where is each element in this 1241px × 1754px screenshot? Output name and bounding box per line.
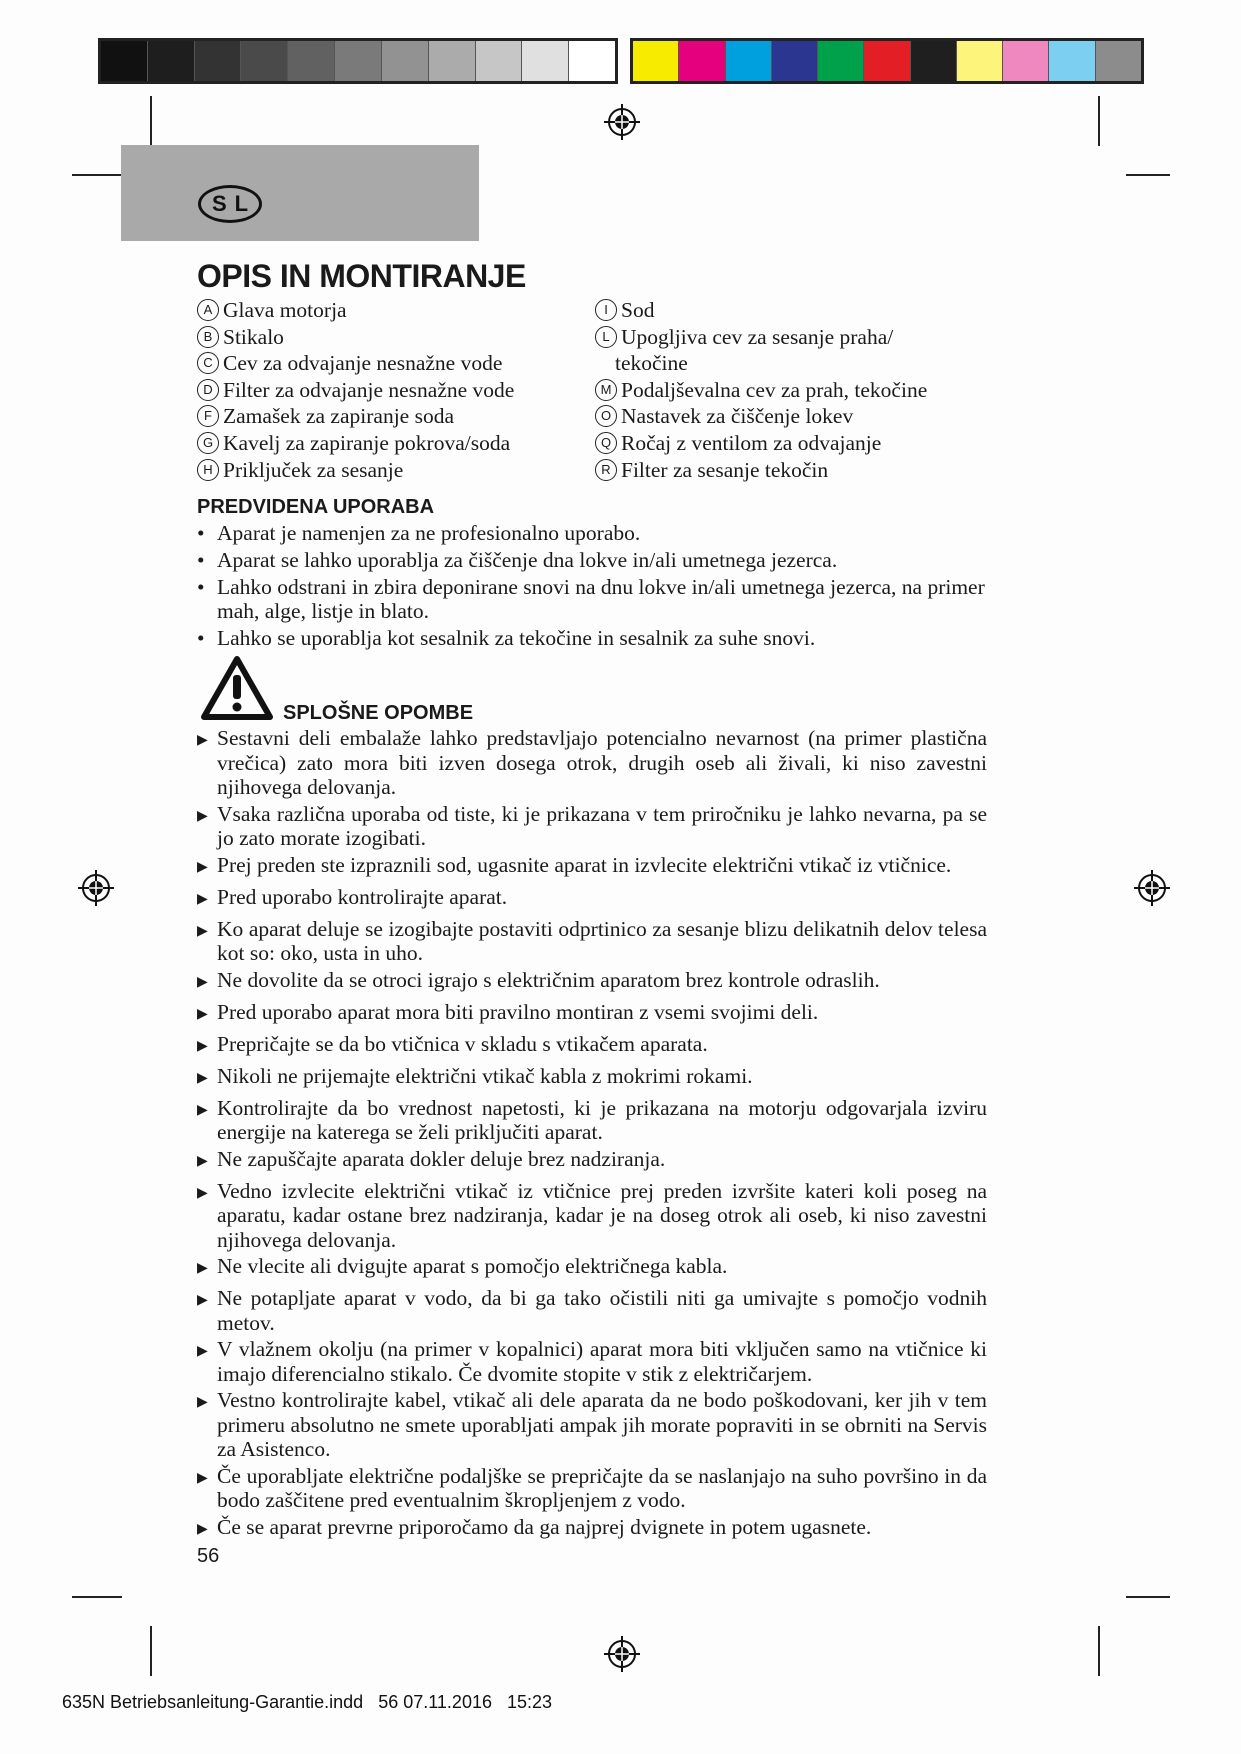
color-swatch — [678, 41, 724, 81]
triangle-bullet-icon: ▶ — [197, 733, 208, 748]
list-item-text: Aparat se lahko uporablja za čiščenje dna lokve in/ali umetnega jezerca. — [217, 548, 838, 572]
warning-triangle-icon — [200, 655, 274, 721]
parts-list-right — [595, 297, 1015, 483]
list-item-text: Ne potapljate aparat v vodo, da bi ga tako očistili niti ga umivajte s pomočjo vodnih metov. — [217, 1286, 987, 1335]
part-letter-icon: O — [595, 405, 617, 427]
part-label: Kavelj za zapiranje pokrova/soda — [223, 430, 511, 455]
color-swatch — [101, 41, 147, 81]
list-item — [197, 1464, 987, 1513]
triangle-bullet-icon: ▶ — [197, 859, 208, 875]
crop-mark — [1126, 174, 1170, 176]
part-label-continued: tekočine — [615, 351, 688, 376]
crop-mark — [1126, 1596, 1170, 1598]
bullet-icon: • — [197, 521, 205, 545]
triangle-bullet-icon: ▶ — [197, 923, 208, 939]
list-item — [197, 1096, 987, 1145]
color-swatch — [287, 41, 334, 81]
parts-list-left — [197, 297, 587, 483]
list-item-text: Lahko odstrani in zbira deponirane snovi na dnu lokve in/ali umetnega jezerca, na primer mah, alge, listje in blato. — [217, 575, 985, 623]
list-item-text: Vedno izvlecite električni vtikač iz vtičnice prej preden izvršite kateri koli poseg na aparatu, kadar ostane brez nadziranja, kadar je na doseg otrok ali oseb, ki niso zavestni njihovega delovanja. — [217, 1178, 987, 1252]
crop-mark — [1098, 1626, 1100, 1676]
list-item-text: Prepričajte se da bo vtičnica v skladu s vtikačem aparata. — [217, 1031, 708, 1056]
color-swatch — [817, 41, 863, 81]
list-item-text: Pred uporabo aparat mora biti pravilno montiran z vsemi svojimi deli. — [217, 999, 819, 1024]
color-calibration-strip — [630, 38, 1144, 84]
part-item — [197, 377, 587, 404]
list-item — [197, 626, 987, 650]
part-label: Zamašek za zapiranje soda — [223, 404, 454, 429]
crop-mark — [1098, 96, 1100, 146]
color-swatch — [1002, 41, 1048, 81]
list-item-text: Če se aparat prevrne priporočamo da ga najprej dvignete in potem ugasnete. — [217, 1514, 872, 1539]
triangle-bullet-icon: ▶ — [197, 808, 208, 824]
list-item — [197, 1179, 987, 1253]
list-item — [197, 1515, 987, 1545]
list-item-text: Aparat je namenjen za ne profesionalno uporabo. — [217, 521, 641, 545]
part-label: Glava motorja — [223, 298, 347, 322]
list-item — [197, 548, 987, 572]
triangle-bullet-icon: ▶ — [197, 1395, 208, 1410]
language-tab — [121, 145, 479, 241]
list-item-text: Nikoli ne prijemajte električni vtikač kabla z mokrimi rokami. — [217, 1063, 753, 1088]
registration-mark-icon — [604, 1636, 640, 1672]
color-swatch — [956, 41, 1002, 81]
list-item — [197, 1337, 987, 1386]
bullet-icon: • — [197, 548, 205, 572]
list-item — [197, 1286, 987, 1335]
list-item-text: V vlažnem okolju (na primer v kopalnici) aparat mora biti vključen samo na vtičnice ki imajo diferencialno stikalo. Če dvomite stopite v stik z električarjem. — [217, 1337, 987, 1386]
list-item — [197, 802, 987, 851]
part-label: Nastavek za čiščenje lokev — [621, 404, 854, 429]
list-item-text: Lahko se uporablja kot sesalnik za tekočine in sesalnik za suhe snovi. — [217, 626, 816, 650]
list-item — [197, 853, 987, 883]
color-swatch — [521, 41, 568, 81]
part-letter-icon: H — [197, 459, 219, 481]
triangle-bullet-icon: ▶ — [197, 1006, 208, 1022]
triangle-bullet-icon: ▶ — [197, 1344, 208, 1359]
part-letter-icon: R — [595, 459, 617, 481]
part-letter-icon: A — [197, 299, 219, 321]
color-swatch — [428, 41, 475, 81]
color-swatch — [568, 41, 615, 81]
list-item-text: Kontrolirajte da bo vrednost napetosti, ki je prikazana na motorju odgovarjala izviru energije na katerega se želi priključiti aparat. — [217, 1095, 987, 1144]
part-item — [197, 297, 587, 324]
part-label: Sod — [621, 298, 655, 322]
part-letter-icon: B — [197, 326, 219, 348]
triangle-bullet-icon: ▶ — [197, 1038, 208, 1054]
language-badge: SL — [198, 185, 262, 223]
grayscale-calibration-strip — [98, 38, 618, 84]
color-swatch — [633, 41, 678, 81]
list-item-text: Prej preden ste izpraznili sod, ugasnite aparat in izvlecite električni vtikač iz vtičnice. — [217, 852, 952, 877]
list-item-text: Pred uporabo kontrolirajte aparat. — [217, 884, 508, 909]
crop-mark — [72, 1596, 122, 1598]
part-item — [197, 324, 587, 351]
list-item-text: Če uporabljate električne podaljške se prepričajte da se naslanjajo na suho površino in da bodo zaščitene pred eventualnim škropljenjem z vodo. — [217, 1463, 987, 1512]
page-title: OPIS IN MONTIRANJE — [197, 258, 526, 294]
crop-mark — [150, 96, 152, 146]
list-item-text: Ne zapuščajte aparata dokler deluje brez nadziranja. — [217, 1146, 666, 1171]
color-swatch — [1095, 41, 1141, 81]
part-label: Ročaj z ventilom za odvajanje — [621, 430, 882, 455]
part-item — [595, 377, 1015, 404]
triangle-bullet-icon: ▶ — [197, 1070, 208, 1086]
print-footer: 635N Betriebsanleitung-Garantie.indd 56 07.11.2016 15:23 — [62, 1692, 553, 1712]
registration-mark-icon — [78, 870, 114, 906]
part-letter-icon: F — [197, 405, 219, 427]
part-letter-icon: Q — [595, 432, 617, 454]
part-label: Filter za sesanje tekočin — [621, 457, 829, 482]
part-label: Priključek za sesanje — [223, 457, 404, 482]
list-item — [197, 968, 987, 998]
list-item — [197, 575, 987, 623]
list-item — [197, 1032, 987, 1062]
color-swatch — [194, 41, 241, 81]
color-swatch — [381, 41, 428, 81]
part-label: Upogljiva cev za sesanje praha/ — [621, 324, 894, 349]
bullet-icon: • — [197, 626, 205, 650]
color-swatch — [1048, 41, 1094, 81]
color-swatch — [334, 41, 381, 81]
registration-mark-icon — [604, 104, 640, 140]
triangle-bullet-icon: ▶ — [197, 1261, 208, 1276]
part-item — [595, 403, 1015, 430]
intended-use-heading: PREDVIDENA UPORABA — [197, 496, 435, 518]
color-swatch — [910, 41, 956, 81]
triangle-bullet-icon: ▶ — [197, 1521, 208, 1537]
part-letter-icon: D — [197, 379, 219, 401]
list-item-text: Ko aparat deluje se izogibajte postaviti odprtinico za sesanje blizu delikatnih delov telesa kot so: oko, usta in uho. — [217, 916, 987, 965]
list-item-text: Ne dovolite da se otroci igrajo s električnim aparatom brez kontrole odraslih. — [217, 967, 880, 992]
triangle-bullet-icon: ▶ — [197, 1293, 208, 1308]
part-letter-icon: L — [595, 326, 617, 348]
part-letter-icon: C — [197, 352, 219, 374]
list-item — [197, 885, 987, 915]
page-number: 56 — [197, 1545, 220, 1567]
part-item — [197, 457, 587, 484]
part-letter-icon: M — [595, 379, 617, 401]
list-item-text: Vsaka različna uporaba od tiste, ki je prikazana v tem priročniku je lahko nevarna, pa se jo zato morate izogibati. — [217, 801, 987, 850]
part-label: Cev za odvajanje nesnažne vode — [223, 351, 503, 376]
list-item — [197, 917, 987, 966]
general-notes-heading: SPLOŠNE OPOMBE — [283, 702, 474, 724]
list-item-text: Sestavni deli embalaže lahko predstavljajo potencialno nevarnost (na primer plastična vrečica) zato mora biti izven dosega otrok, drugih oseb ali živali, ki niso zavestni njihovega delovanja. — [217, 726, 987, 799]
list-item — [197, 1147, 987, 1177]
list-item-text: Ne vlecite ali dvigujte aparat s pomočjo električnega kabla. — [217, 1254, 728, 1278]
color-swatch — [863, 41, 909, 81]
color-swatch — [147, 41, 194, 81]
bullet-icon: • — [197, 575, 205, 599]
part-letter-icon: G — [197, 432, 219, 454]
list-item — [197, 1388, 987, 1462]
list-item-text: Vestno kontrolirajte kabel, vtikač ali dele aparata da ne bodo poškodovani, ker jih v tem primeru absolutno ne smete uporabljati ampak jih morate popraviti in se obrniti na Servis za Asistenco. — [217, 1388, 987, 1461]
triangle-bullet-icon: ▶ — [197, 891, 208, 907]
part-item — [197, 430, 587, 457]
list-item — [197, 1064, 987, 1094]
list-item — [197, 1254, 987, 1284]
color-swatch — [475, 41, 522, 81]
part-item — [595, 457, 1015, 484]
part-item — [197, 350, 587, 377]
triangle-bullet-icon: ▶ — [197, 1470, 208, 1486]
crop-mark — [150, 1626, 152, 1676]
triangle-bullet-icon: ▶ — [197, 1185, 208, 1201]
part-letter-icon: I — [595, 299, 617, 321]
color-swatch — [725, 41, 771, 81]
list-item — [197, 521, 987, 545]
list-item — [197, 1000, 987, 1030]
triangle-bullet-icon: ▶ — [197, 974, 208, 990]
part-label: Stikalo — [223, 324, 284, 349]
triangle-bullet-icon: ▶ — [197, 1153, 208, 1169]
part-label: Filter za odvajanje nesnažne vode — [223, 377, 515, 402]
list-item — [197, 726, 987, 800]
part-label: Podaljševalna cev za prah, tekočine — [621, 377, 928, 402]
general-notes-list — [197, 726, 987, 1547]
registration-mark-icon — [1134, 870, 1170, 906]
intended-use-list — [197, 521, 987, 653]
part-item — [595, 297, 1015, 324]
part-item — [595, 430, 1015, 457]
triangle-bullet-icon: ▶ — [197, 1102, 208, 1118]
part-item — [197, 403, 587, 430]
crop-mark — [72, 174, 122, 176]
part-item — [595, 324, 1015, 351]
color-swatch — [240, 41, 287, 81]
color-swatch — [771, 41, 817, 81]
